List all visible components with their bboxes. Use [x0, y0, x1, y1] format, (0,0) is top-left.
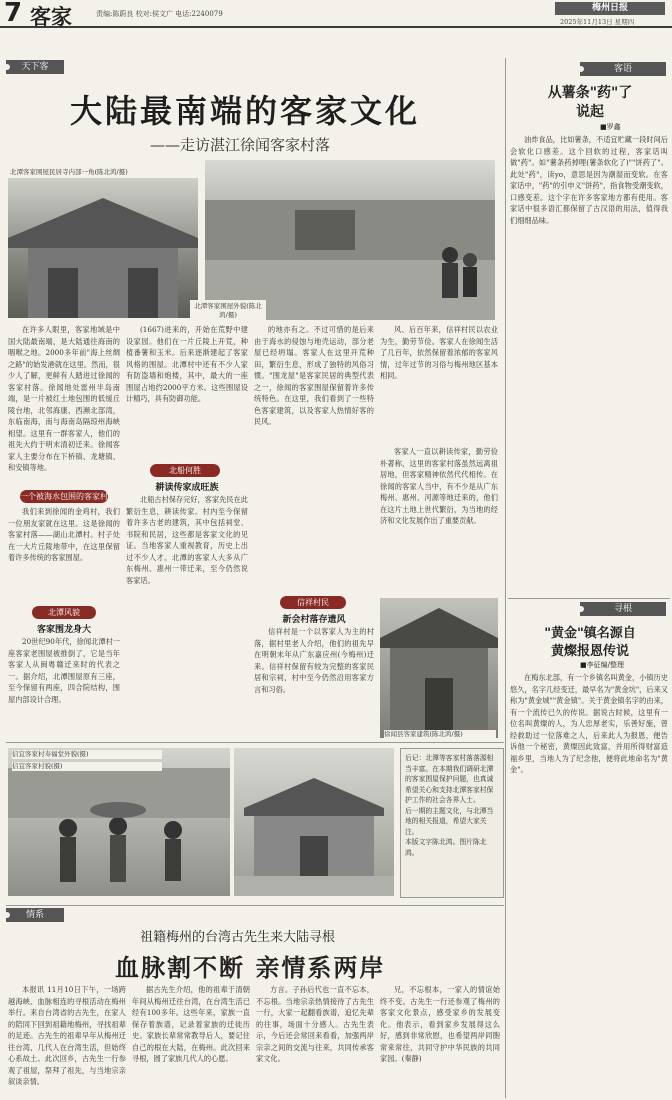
editor-meta: 责编:陈蔚良 校对:侯文广 电话:2240079: [96, 10, 223, 18]
main-col3-text-b: 信祥村是一个以客家人为主的村落，据村里老人介绍，他们的祖先早在明朝末年从广东嘉应州(今梅州)迁来。信祥村保留有较为完整的客家民居和宗祠，村中至今仍然沿用客家方言和习俗。: [254, 627, 374, 694]
bottom-headline: 血脉割不断 亲情系两岸: [115, 953, 386, 982]
main-col1-subhead3: 客家围龙身大: [36, 625, 91, 635]
page-header: [0, 0, 672, 28]
main-col2-text-b: 北船古村保存完好，客家先民在此繁衍生息，耕读传家。村内至今保留着许多古老的建筑，其中包括祠堂、书院和民居，这些都是客家文化的见证。当地客家人重视教育，历史上出过不少人才。北潭的客家人大多从广东梅州、惠州一带迁来，至今仍然说客家话。: [126, 495, 248, 585]
main-col1-text: 在许多人眼里，客家地域是中国大陆最南端，是大陆通往海南的咽喉之地。2000多年前"海上丝绸之路"的始发港就在这里。然而，很少人了解，更鲜有人踏进过徐闻的客家村落。徐闻地处雷州半岛南端，是一片被红土地包围的低缓丘陵台地，北邻海康、西濒北部湾，东临南海，南与海南岛隔琼州海峡相望。这里有一群客家人，他们的祖先大约于明末清初迁来。徐闻客家人主要分布在下桥镇、龙塘镇、和安镇等地。: [8, 325, 120, 472]
divider-qingxi: [6, 905, 504, 906]
main-col1-text-b: 我们来到徐闻的金鸡村，我们一位朋友家就在这里。这是徐闻的客家村落——湖山北潭村。村子处在一大片丘陵地带中，在这里保留着许多传统的客家围屋。: [8, 507, 120, 562]
article1-title-line2: 说起: [576, 104, 604, 120]
photo-exterior: [205, 160, 495, 320]
photo-building: [380, 598, 498, 738]
sidebar-note-box: [400, 748, 504, 898]
photo-interior: [8, 178, 198, 318]
main-col2-subhead1: 北船何胜: [150, 464, 220, 477]
column-divider: [505, 58, 506, 1098]
main-col1-subhead1: 一个被海水包围的客家村: [20, 492, 108, 501]
main-col1-text-c: 20世纪90年代，徐闻北潭村一座客家老围屋被推倒了，它是当年客家人从闽粤赣迁来时的代表之一。据介绍，北潭围屋原有三座，至今保留有两座，四合院结构，围屋内部设计合理。: [8, 637, 120, 704]
column-tag-keyu: 客语: [580, 62, 666, 76]
sidebar-note-text: 后记：北潭等客家村落落源相当丰富。在本期我们调研北潭的客家围屋保护问题，也真诚希望关心和支持北潭客家村保护工作的社会各界人士。 后一期的主题文化，与北潭当地的相关报道，希望大家关注。 本版文字陈北鸿。图片陈北鸿。: [405, 754, 494, 857]
main-col4-text-b: 客家人一直以耕读传家，勤劳俭朴著称，这里的客家村落虽然远离祖居地，但客家精神依然代代相传。在徐闻的客家人当中，有不少是从广东梅州、惠州、河源等地迁来的，他们在这片土地上世代繁衍，为当地的经济和文化发展作出了重要贡献。: [380, 447, 498, 525]
article2-author: ■李征编/整理: [580, 661, 624, 669]
main-col3-subhead1: 信祥村民: [280, 596, 346, 609]
photo-temple: [234, 748, 394, 896]
main-subheadline: ——走访湛江徐闻客家村落: [150, 136, 331, 154]
main-col2-text: (1667)进来的，开始在荒野中建设家园。他们在一片丘陵上开荒，种植番薯和玉米。后来逐渐建起了客家风格的围屋。北潭村中还有不少人家有防盗墙和炮楼，其中，最大的一座围屋占地约2000平方米。这些围屋设计精巧，具有防御功能。: [126, 325, 248, 403]
bottom-kicker: 祖籍梅州的台湾古先生来大陆寻根: [140, 930, 336, 945]
divider-bottom: [6, 742, 504, 743]
masthead-logo: 梅州日报: [555, 2, 665, 15]
photo-village-caption1: 信宜客家村寿福堂外貌(摄): [12, 750, 162, 759]
photo-temple-art: [234, 748, 394, 896]
main-col4-text: 风、后百年来，信祥村民以农业为生，勤劳节俭。客家人在徐闻生活了几百年，依然保留着浓郁的客家风情，过年过节的习俗与梅州地区基本相同。: [380, 325, 498, 380]
photo-exterior-caption: 北潭客家围屋外貌(陈北鸿/摄): [190, 300, 266, 322]
main-col3-text: 的地亦有之。不过可惜的是后来由于海水的侵蚀与地壳运动，部分老屋已经坍塌。客家人在这里开荒种田，繁衍生息，形成了独特的风俗习惯。"围龙屋"是客家民居的典型代表之一，徐闻的客家围屋保留着许多传统特色。在这里，我们看到了一些特色客家建筑，以及客家人热情好客的民风。: [254, 325, 374, 426]
bottom-col1: 本报讯 11月10日下午，一场跨越海峡、血脉相连的寻根活动在梅州举行。来自台湾省的古先生，在家人的陪同下回到祖籍地梅州，寻找祖辈的足迹。古先生的祖辈早年从梅州迁往台湾，几代人在台湾生活，但始终心系故土。此次回乡，古先生一行参观了祖屋，祭拜了祖先，与当地宗亲叙谈亲情。: [8, 985, 126, 1086]
article2-body: 在梅东北部，有一个乡镇名叫黄金，小镇历史悠久，名字几经变迁，最早名为"黄金坑"，后来又称为"黄金城""黄金镇"。关于黄金镇名字的由来，有一个流传已久的传说。据说古时候，这里有一位名叫黄燦的人，为人忠厚老实，乐善好施，曾经救助过一位落难之人，后来此人为报恩，便告诉他一个秘密，黄燦因此致富，并用所得财富造福乡里，当地人为了纪念他，便将此地命名为"黄金"。: [510, 673, 668, 774]
main-headline: 大陆最南端的客家文化: [70, 92, 421, 130]
article2-title-line2: 黄燦报恩传说: [550, 644, 629, 659]
page-number: 7: [4, 0, 23, 28]
photo-interior-art: [8, 178, 198, 318]
column-tag-qingxi: 情系: [6, 908, 64, 922]
column-tag-xungen: 寻根: [580, 602, 666, 616]
article1-body: 油炸食品，比如薯条，不适宜贮藏一段时间后会软化口感差。这个回软的过程，客家话叫做"药"。如"薯条药掉哩(薯条软化了)""饼药了"。此处"药"，读yo，意思是因为潮湿而变软。在客家话中，"药"的引申义"饼药"，指食物受潮变软，口感变差。这个字在许多客家地方都有使用。客家话中很多语汇都保留了古汉语的用法，值得我们细细品味。: [510, 135, 668, 225]
column-tag-tianxiake: 天下客: [6, 60, 64, 74]
divider: [508, 598, 670, 599]
bottom-col2: 据古先生介绍，他的祖辈于清朝年间从梅州迁往台湾，在台湾生活已经有100多年。这些年来，家族一直保存着族谱，记录着家族的迁徙历史。家族长辈常常教导后人，要记住自己的根在大陆，在梅州。此次回来寻根，圆了家族几代人的心愿。: [132, 985, 250, 1063]
main-col1-subhead2: 北潭风貌: [32, 606, 96, 619]
photo-exterior-art: [205, 160, 495, 320]
main-col3-subhead2: 新会村落存遗风: [282, 615, 346, 625]
issue-date: 2025年11月13日 星期四: [560, 18, 635, 26]
photo-village-caption2: 信宜客家村貌(摄): [12, 762, 162, 771]
article1-title-line1: 从薯条"药"了: [547, 85, 633, 101]
bottom-col3: 方言。子孙后代也一直不忘本，不忘根。当地宗亲热情接待了古先生一行，大家一起翻看族谱，追忆先辈的往事，场面十分感人。古先生表示，今后还会常回来看看，加强两岸宗亲之间的交流与往来，共同传承客家文化。: [256, 985, 374, 1063]
main-col2-subhead2: 耕读传家成旺族: [155, 483, 219, 493]
article2-title-line1: "黄金"镇名源自: [544, 626, 636, 641]
photo-building-caption: 徐闻县客家建筑(陈北鸿/摄): [384, 730, 496, 739]
bottom-col4: 兄，不忘根本，一家人的情谊始终不变。古先生一行还参观了梅州的客家文化景点，感受家乡的发展变化。他表示，看到家乡发展得这么好，感到非常欣慰，也希望两岸同胞常来常往，共同守护中华民族的共同家园。(秦静): [380, 985, 500, 1063]
article1-author: ■罗鑫: [600, 123, 621, 131]
section-title: 客家: [30, 4, 72, 29]
photo-building-art: [380, 598, 498, 738]
photo-interior-caption: 北潭客家围屋民居寺内部一角(陈北鸿/摄): [10, 168, 128, 176]
